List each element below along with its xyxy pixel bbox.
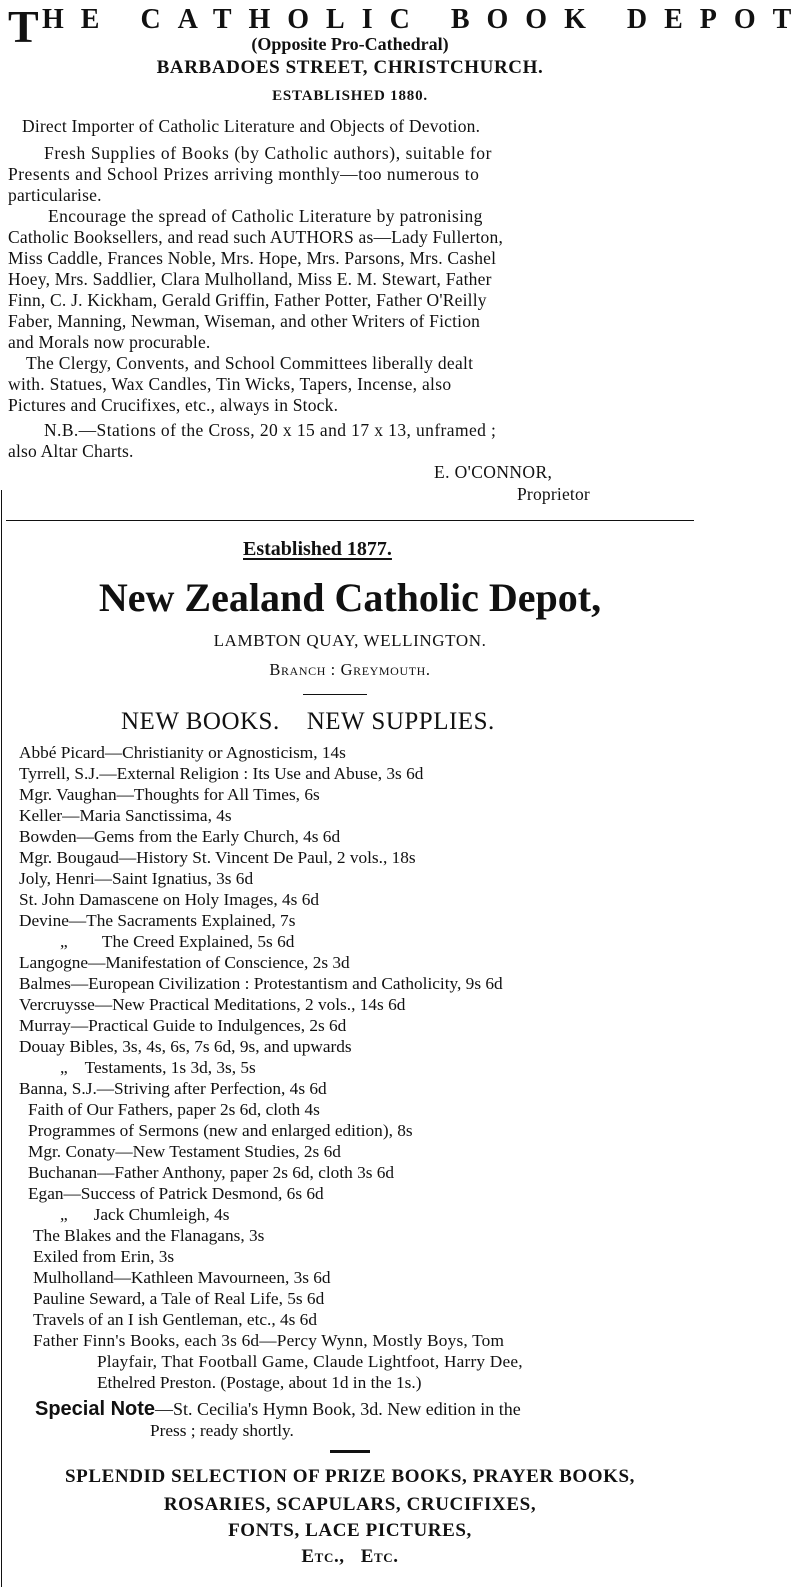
signature-title: Proprietor [517,484,590,504]
ad2-established: Established 1877. [243,538,392,560]
book-item: Father Finn's Books, each 3s 6d—Percy Wynn, Mostly Boys, Tom [33,1331,505,1350]
ad1-address: BARBADOES STREET, CHRISTCHURCH. [156,57,544,78]
book-item: Mulholland—Kathleen Mavourneen, 3s 6d [33,1268,331,1287]
ad1-title: HE CATHOLIC BOOK DEPOT [42,4,808,35]
ad1-line: Finn, C. J. Kickham, Gerald Griffin, Father Potter, Father O'Reilly [8,290,487,310]
book-item: Travels of an I ish Gentleman, etc., 4s 6d [33,1310,317,1329]
title-initial: T [8,1,39,52]
book-item: Douay Bibles, 3s, 4s, 6s, 7s 6d, 9s, and upwards [19,1037,352,1056]
book-item: Playfair, That Football Game, Claude Lightfoot, Harry Dee, [97,1352,523,1371]
ad1-line: Encourage the spread of Catholic Literature by patronising [48,206,483,226]
book-item: Mgr. Vaughan—Thoughts for All Times, 6s [19,785,320,804]
book-item: Langogne—Manifestation of Conscience, 2s 3d [19,953,350,972]
ad1-established: ESTABLISHED 1880. [272,88,428,104]
book-item: Keller—Maria Sanctissima, 4s [19,806,232,825]
section-divider [6,520,694,521]
book-item: Tyrrell, S.J.—External Religion : Its Use and Abuse, 3s 6d [19,764,424,783]
book-item: Balmes—European Civilization : Protestantism and Catholicity, 9s 6d [19,974,503,993]
ad1-line: Presents and School Prizes arriving monthly—too numerous to [8,164,480,184]
book-item: The Blakes and the Flanagans, 3s [33,1226,265,1245]
signature-name: E. O'CONNOR, [434,462,553,482]
ad1-line: particularise. [8,185,102,205]
ad1-subtitle: (Opposite Pro-Cathedral) [251,34,449,54]
ad1-line: N.B.—Stations of the Cross, 20 x 15 and 17 x 13, unframed ; [44,420,497,440]
ad2-heading: NEW BOOKS. NEW SUPPLIES. [121,708,495,735]
ad2-branch: Branch : Greymouth. [269,660,431,679]
ad2-title: New Zealand Catholic Depot, [98,575,602,620]
ad1-line: also Altar Charts. [8,441,134,461]
ad1-line: Pictures and Crucifixes, etc., always in Stock. [8,395,339,415]
ad1-line: Catholic Booksellers, and read such AUTHORS as—Lady Fullerton, [8,227,504,247]
ad1-line: Miss Caddle, Frances Noble, Mrs. Hope, Mrs. Parsons, Mrs. Cashel [8,248,497,268]
ad1-line: with. Statues, Wax Candles, Tin Wicks, Tapers, Incense, also [8,374,452,394]
special-note-text: —St. Cecilia's Hymn Book, 3d. New edition in the [155,1399,521,1419]
footer-line: SPLENDID SELECTION OF PRIZE BOOKS, PRAYER BOOKS, [64,1466,636,1487]
book-item: Programmes of Sermons (new and enlarged edition), 8s [28,1121,413,1140]
book-item: Vercruysse—New Practical Meditations, 2 vols., 14s 6d [19,995,406,1014]
special-note-text-2: Press ; ready shortly. [150,1421,294,1440]
ad1-line: Fresh Supplies of Books (by Catholic authors), suitable for [44,143,493,163]
short-divider [303,694,367,695]
book-item: Mgr. Bougaud—History St. Vincent De Paul, 2 vols., 18s [19,848,416,867]
book-item: Pauline Seward, a Tale of Real Life, 5s 6d [33,1289,325,1308]
book-item: Banna, S.J.—Striving after Perfection, 4s 6d [19,1079,327,1098]
footer-line: Etc., Etc. [301,1546,399,1567]
ad1-line: and Morals now procurable. [8,332,211,352]
book-item: Ethelred Preston. (Postage, about 1d in the 1s.) [97,1373,422,1392]
ad1-line: The Clergy, Convents, and School Committees liberally dealt [26,353,474,373]
book-item: „ Testaments, 1s 3d, 3s, 5s [60,1058,256,1077]
book-item: St. John Damascene on Holy Images, 4s 6d [19,890,319,909]
special-note [35,1398,521,1421]
book-item: Murray—Practical Guide to Indulgences, 2s 6d [19,1016,347,1035]
book-item: Joly, Henri—Saint Ignatius, 3s 6d [19,869,254,888]
book-item: Egan—Success of Patrick Desmond, 6s 6d [28,1184,324,1203]
column-rule [1,490,2,1587]
book-item: Faith of Our Fathers, paper 2s 6d, cloth 4s [28,1100,320,1119]
ad1-line: Direct Importer of Catholic Literature and Objects of Devotion. [22,116,481,136]
book-item: Devine—The Sacraments Explained, 7s [19,911,296,930]
book-item: Mgr. Conaty—New Testament Studies, 2s 6d [28,1142,341,1161]
book-item: Exiled from Erin, 3s [33,1247,175,1266]
special-note-label: Special Note [35,1398,156,1420]
footer-line: FONTS, LACE PICTURES, [228,1520,472,1541]
ad1-line: Faber, Manning, Newman, Wiseman, and other Writers of Fiction [8,311,481,331]
book-item: Buchanan—Father Anthony, paper 2s 6d, cloth 3s 6d [28,1163,395,1182]
short-divider [330,1450,370,1453]
footer-line: ROSARIES, SCAPULARS, CRUCIFIXES, [163,1494,537,1515]
book-item: „ The Creed Explained, 5s 6d [60,932,295,951]
book-item: Bowden—Gems from the Early Church, 4s 6d [19,827,341,846]
book-item: „ Jack Chumleigh, 4s [60,1205,230,1224]
ad1-line: Hoey, Mrs. Saddlier, Clara Mulholland, Miss E. M. Stewart, Father [8,269,492,289]
book-item: Abbé Picard—Christianity or Agnosticism, 14s [19,743,346,762]
ad2-address: LAMBTON QUAY, WELLINGTON. [213,631,487,650]
